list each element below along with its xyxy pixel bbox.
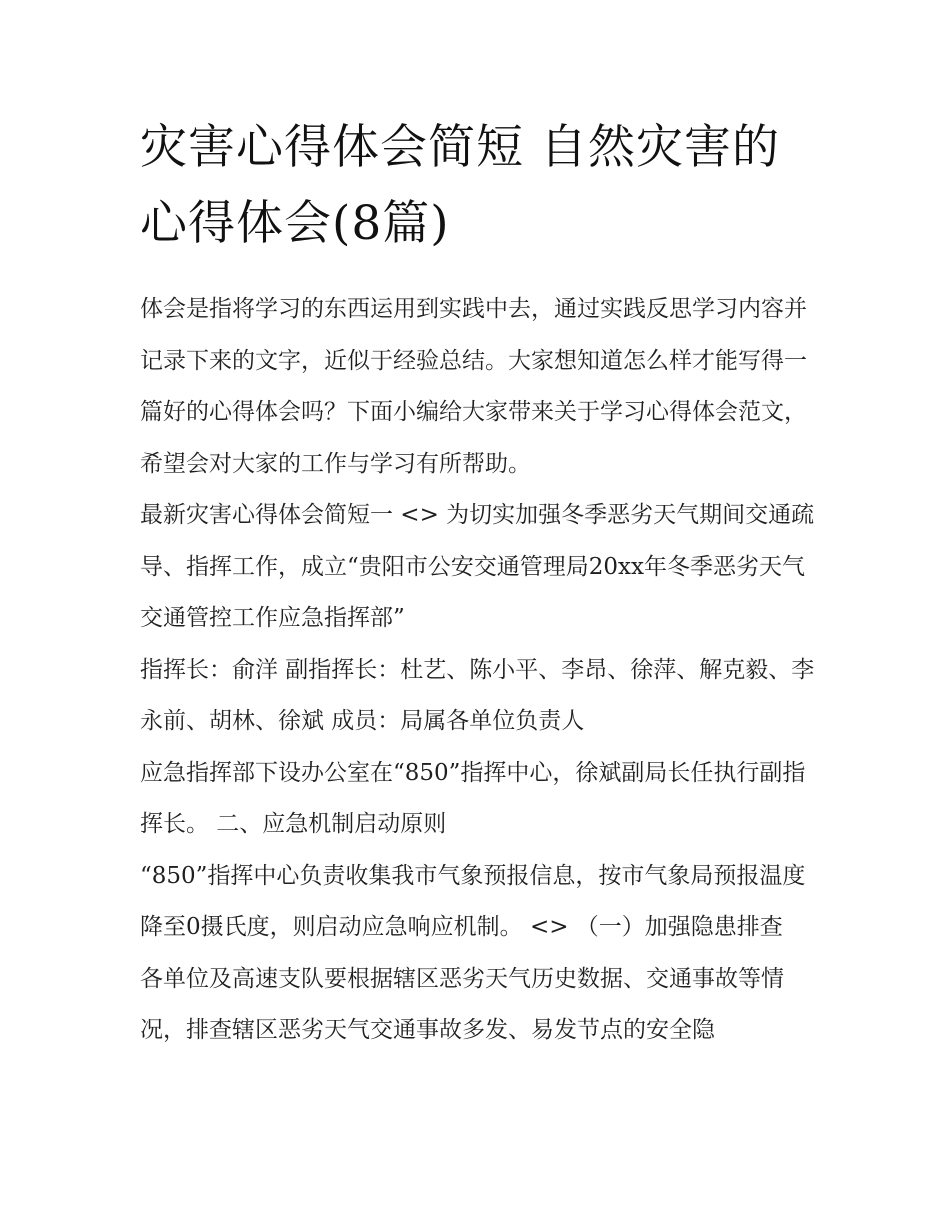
- paragraph-command-setup: 最新灾害心得体会简短一 <> 为切实加强冬季恶劣天气期间交通疏导、指挥工作，成立“贵阳市公安交通管理局20xx年冬季恶劣天气交通管控工作应急指挥部”: [140, 502, 815, 631]
- document-title: 灾害心得体会简短 自然灾害的心得体会(8篇): [140, 120, 780, 251]
- paragraph-inspection: 各单位及高速支队要根据辖区恶劣天气历史数据、交通事故等情况，排查辖区恶劣天气交通事故多发、易发节点的安全隐: [140, 965, 784, 1043]
- paragraph-activation: “850”指挥中心负责收集我市气象预报信息，按市气象局预报温度降至0摄氏度，则启动应急响应机制。 <> （一）加强隐患排查: [140, 862, 806, 940]
- document-page: [140, 110, 815, 1057]
- paragraph-office: 应急指挥部下设办公室在“850”指挥中心，徐斌副局长任执行副指挥长。 二、应急机制启动原则: [140, 759, 806, 837]
- paragraph-intro: 体会是指将学习的东西运用到实践中去，通过实践反思学习内容并记录下来的文字，近似于经验总结。大家想知道怎么样才能写得一篇好的心得体会吗？下面小编给大家带来关于学习心得体会范文，希望会对大家的工作与学习有所帮助。: [140, 296, 807, 477]
- paragraph-personnel: 指挥长：俞洋 副指挥长：杜艺、陈小平、李昂、徐萍、解克毅、李永前、胡林、徐斌 成员：局属各单位负责人: [140, 656, 815, 734]
